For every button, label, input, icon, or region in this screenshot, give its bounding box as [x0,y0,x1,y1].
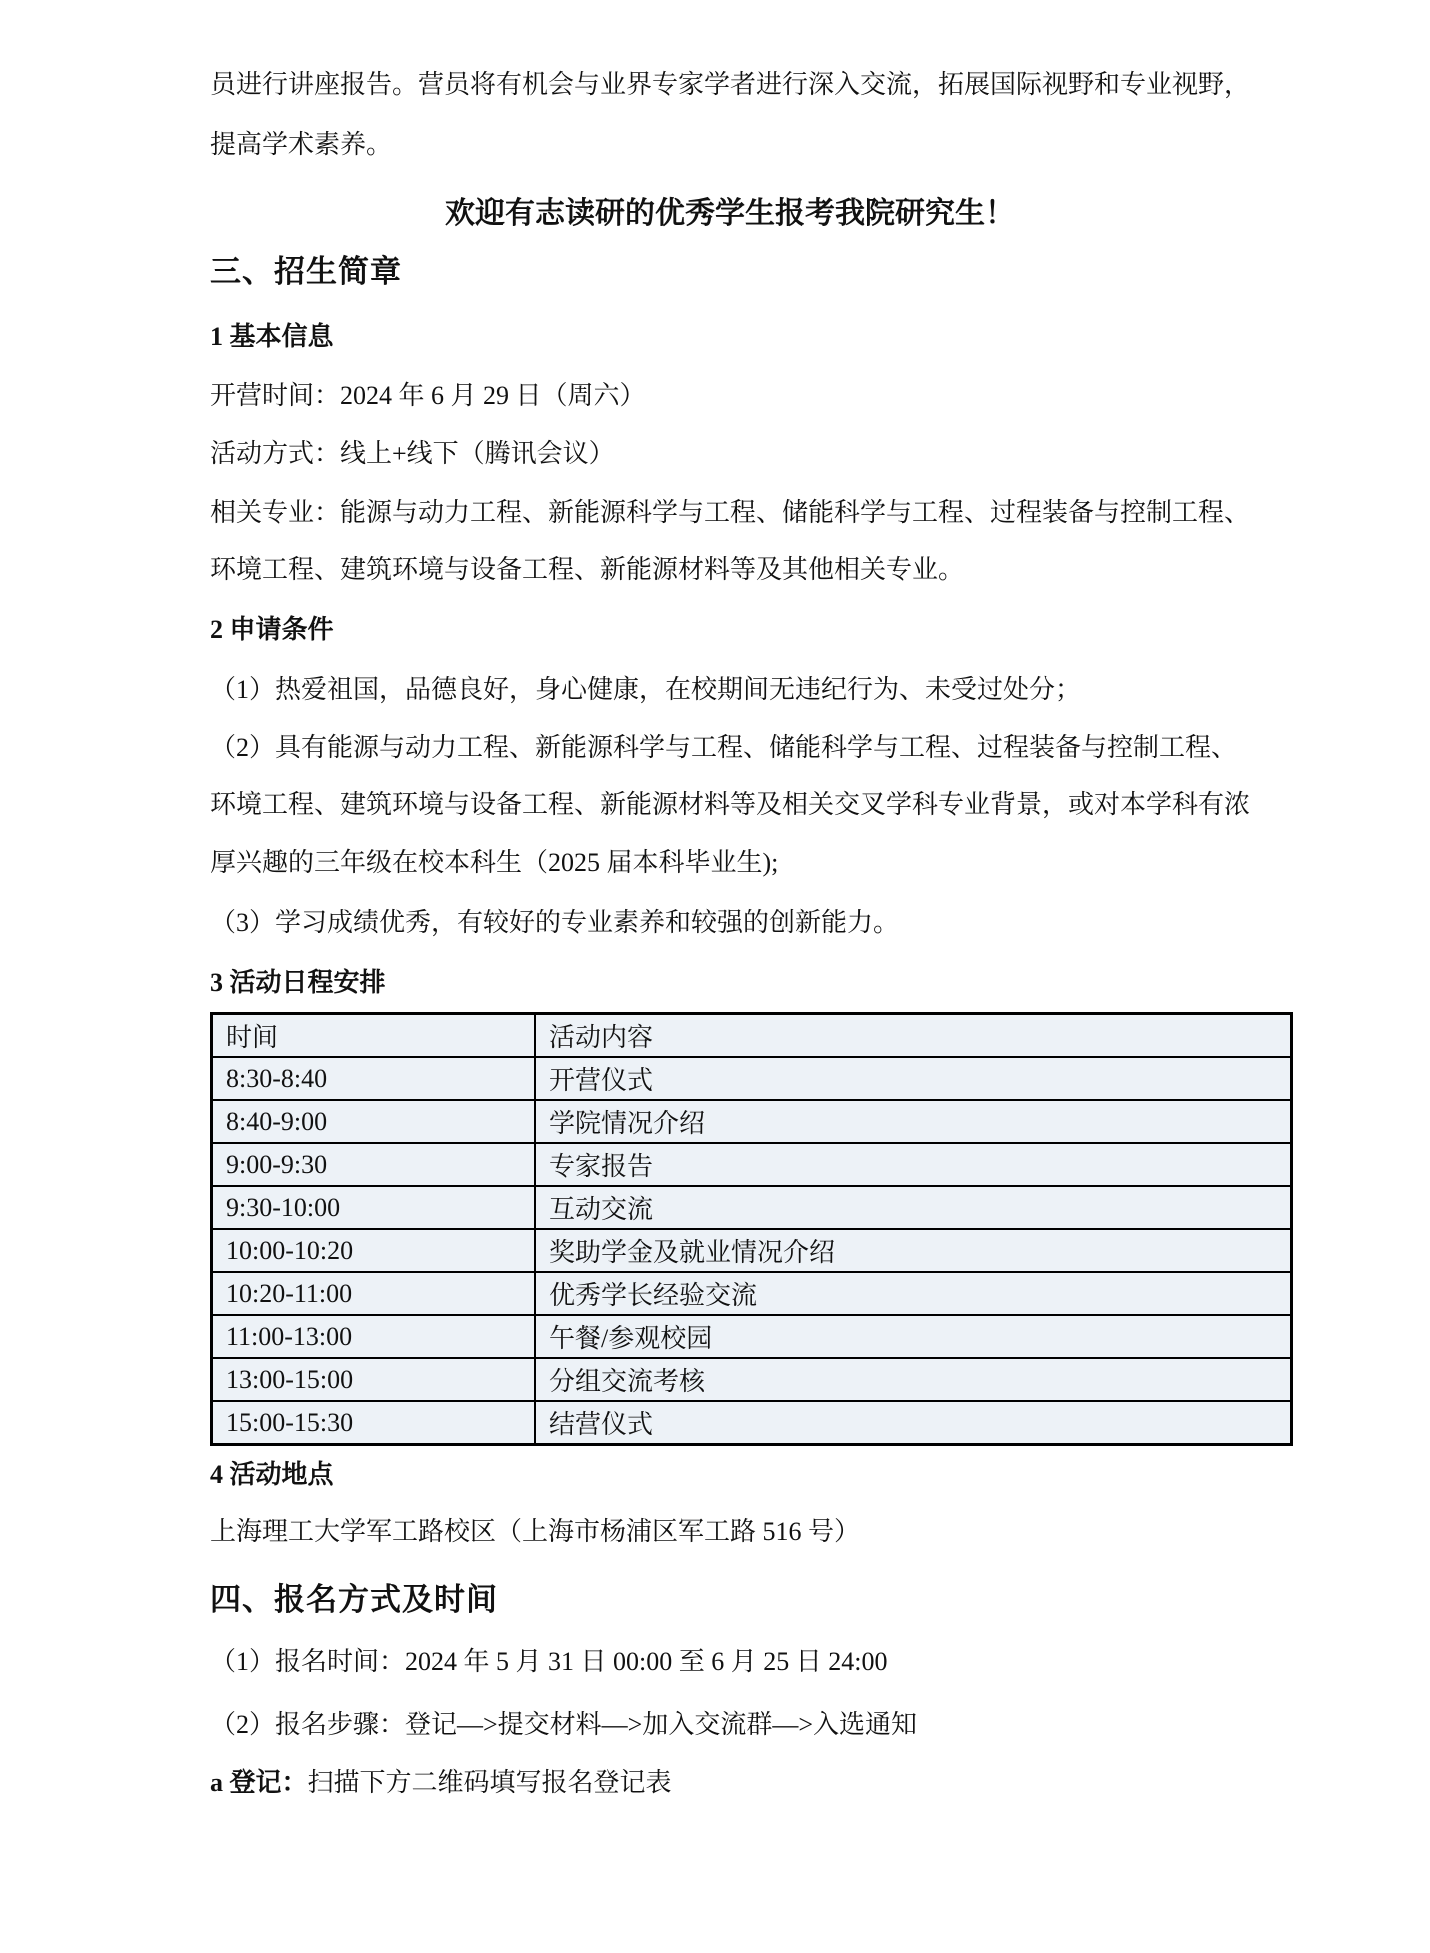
schedule-cell-time: 13:00-15:00 [212,1358,536,1401]
registration-time: （1）报名时间：2024 年 5 月 31 日 00:00 至 6 月 25 日 24:00 [210,1647,888,1676]
basic-info-title: 1 基本信息 [210,322,334,351]
intro-line-2: 提高学术素养。 [210,130,393,159]
basic-info-mode: 活动方式：线上+线下（腾讯会议） [210,439,615,468]
table-row [212,1143,1292,1186]
schedule-cell-time: 8:40-9:00 [212,1100,536,1143]
registration-steps: （2）报名步骤：登记—>提交材料—>加入交流群—>入选通知 [210,1710,917,1739]
table-row [212,1100,1292,1143]
schedule-cell-time: 9:30-10:00 [212,1186,536,1229]
register-text: 扫描下方二维码填写报名登记表 [307,1768,672,1797]
basic-info-majors-line-1: 相关专业：能源与动力工程、新能源科学与工程、储能科学与工程、过程装备与控制工程、 [210,498,1251,527]
schedule-cell-time: 9:00-9:30 [212,1143,536,1186]
schedule-cell-activity: 优秀学长经验交流 [535,1272,1292,1315]
table-row [212,1315,1292,1358]
apply-condition-2-line-3: 厚兴趣的三年级在校本科生（2025 届本科毕业生); [210,848,779,877]
apply-conditions-title: 2 申请条件 [210,615,334,644]
schedule-cell-activity: 奖助学金及就业情况介绍 [535,1229,1292,1272]
schedule-cell-activity: 专家报告 [535,1143,1292,1186]
schedule-cell-time: 15:00-15:30 [212,1401,536,1445]
schedule-cell-activity: 午餐/参观校园 [535,1315,1292,1358]
schedule-cell-activity: 分组交流考核 [535,1358,1292,1401]
schedule-cell-activity: 学院情况介绍 [535,1100,1292,1143]
section3-heading: 三、招生简章 [210,254,402,289]
basic-info-open-time: 开营时间：2024 年 6 月 29 日（周六） [210,381,646,410]
apply-condition-2-line-1: （2）具有能源与动力工程、新能源科学与工程、储能科学与工程、过程装备与控制工程、 [210,733,1238,762]
apply-condition-3: （3）学习成绩优秀，有较好的专业素养和较强的创新能力。 [210,908,900,937]
registration-entry [210,1765,672,1801]
schedule-table [210,1012,1293,1446]
schedule-cell-time: 11:00-13:00 [212,1315,536,1358]
section4-heading: 四、报名方式及时间 [210,1582,498,1617]
schedule-cell-activity: 互动交流 [535,1186,1292,1229]
schedule-cell-activity: 结营仪式 [535,1401,1292,1445]
apply-condition-2-line-2: 环境工程、建筑环境与设备工程、新能源材料等及相关交叉学科专业背景，或对本学科有浓 [210,790,1251,819]
intro-line-1: 员进行讲座报告。营员将有机会与业界专家学者进行深入交流，拓展国际视野和专业视野， [210,70,1251,99]
table-row [212,1057,1292,1100]
apply-condition-1: （1）热爱祖国，品德良好，身心健康，在校期间无违纪行为、未受过处分； [210,675,1082,704]
schedule-cell-activity: 开营仪式 [535,1057,1292,1100]
schedule-cell-time: 10:00-10:20 [212,1229,536,1272]
table-row [212,1186,1292,1229]
table-row [212,1358,1292,1401]
venue-text: 上海理工大学军工路校区（上海市杨浦区军工路 516 号） [210,1517,861,1546]
table-row [212,1401,1292,1445]
schedule-title: 3 活动日程安排 [210,968,386,997]
schedule-cell-time: 8:30-8:40 [212,1057,536,1100]
schedule-header-time: 时间 [212,1014,536,1058]
schedule-header-activity: 活动内容 [535,1014,1292,1058]
schedule-header-row [212,1014,1292,1058]
table-row [212,1229,1292,1272]
basic-info-majors-line-2: 环境工程、建筑环境与设备工程、新能源材料等及其他相关专业。 [210,555,965,584]
welcome-heading: 欢迎有志读研的优秀学生报考我院研究生！ [445,197,1015,230]
venue-title: 4 活动地点 [210,1460,334,1489]
register-label: a 登记： [210,1768,308,1797]
schedule-cell-time: 10:20-11:00 [212,1272,536,1315]
table-row [212,1272,1292,1315]
